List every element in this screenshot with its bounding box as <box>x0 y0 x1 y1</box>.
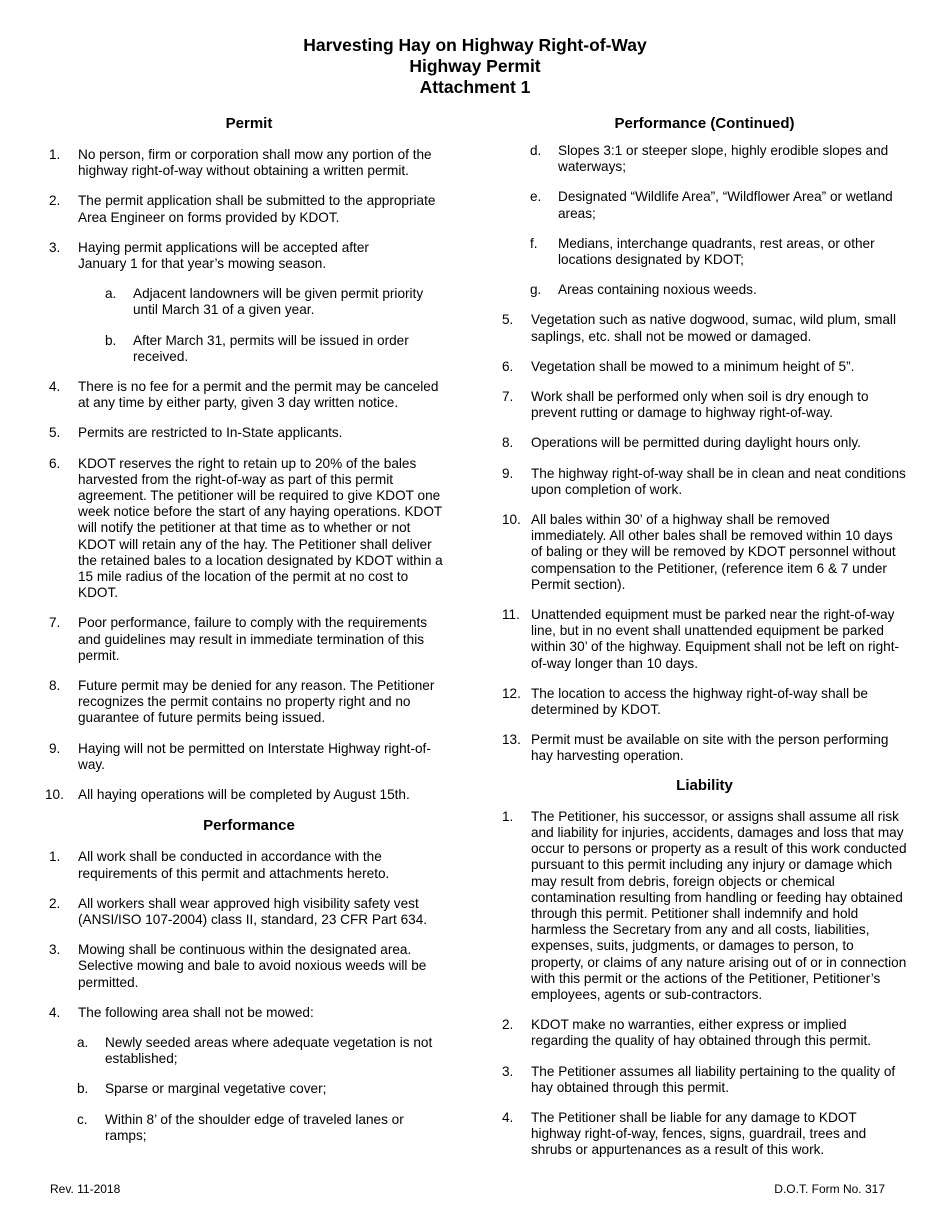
item-text: All haying operations will be completed by August 15th. <box>78 787 410 803</box>
section-heading-liability: Liability <box>676 776 733 794</box>
item-text: The Petitioner assumes all liability pertaining to the quality of hay obtained through this permit. <box>531 1063 896 1095</box>
item-text: Permit must be available on site with the person performing hay harvesting operation. <box>531 732 889 764</box>
performance-subitem <box>530 189 907 221</box>
item-number: 10. <box>502 512 521 528</box>
item-number: 4. <box>49 379 61 395</box>
item-number: 1. <box>49 147 61 162</box>
document-title <box>0 35 950 98</box>
item-number: 2. <box>49 193 61 209</box>
performance-item <box>502 732 907 764</box>
item-text: Vegetation such as native dogwood, sumac, wild plum, small saplings, etc. shall not be mowed or damaged. <box>531 312 896 344</box>
item-letter: e. <box>530 189 542 205</box>
item-text: Future permit may be denied for any reason. The Petitioner recognizes the permit contains no property right and no guarantee of future permits being issued. <box>78 678 435 726</box>
item-text: There is no fee for a permit and the permit may be canceled at any time by either party, given 3 day written notice. <box>78 379 439 411</box>
form-number-label: D.O.T. Form No. 317 <box>774 1182 885 1196</box>
item-number: 5. <box>502 312 514 328</box>
item-number: 3. <box>49 239 61 255</box>
performance-item <box>502 435 907 451</box>
item-number: 8. <box>502 435 514 451</box>
item-number: 7. <box>502 389 514 405</box>
item-number: 12. <box>502 685 521 701</box>
item-number: 4. <box>49 1004 61 1020</box>
item-number: 7. <box>49 615 61 631</box>
performance-item <box>502 312 907 344</box>
permit-subitem <box>105 286 449 318</box>
item-text: The following area shall not be mowed: <box>78 1004 314 1020</box>
title-line-1: Harvesting Hay on Highway Right-of-Way <box>303 35 647 55</box>
item-letter: g. <box>530 282 542 298</box>
item-number: 3. <box>502 1063 514 1079</box>
section-heading-performance: Performance <box>203 817 295 835</box>
permit-subitem <box>105 333 449 365</box>
performance-subitem <box>77 1112 449 1144</box>
liability-item <box>502 1110 907 1159</box>
performance-subitem <box>530 143 907 175</box>
item-text: Haying permit applications will be accepted after January 1 for that year’s mowing season. <box>78 239 369 272</box>
permit-item <box>49 147 449 179</box>
item-text: Operations will be permitted during daylight hours only. <box>531 435 861 451</box>
item-number: 2. <box>49 895 61 911</box>
permit-item <box>49 678 449 727</box>
permit-item <box>49 425 449 441</box>
item-number: 13. <box>502 732 521 748</box>
liability-item <box>502 809 907 1003</box>
performance-item <box>49 942 449 991</box>
permit-item <box>49 456 449 602</box>
performance-item <box>49 896 449 928</box>
item-letter: b. <box>77 1081 89 1097</box>
performance-subitem <box>530 282 907 298</box>
item-number: 10. <box>45 787 64 803</box>
item-text: The Petitioner shall be liable for any damage to KDOT highway right-of-way, fences, signs, guardrail, trees and shrubs or appurtenances as a result of this work. <box>531 1109 867 1158</box>
item-text: After March 31, permits will be issued in order received. <box>133 332 409 364</box>
performance-subitem <box>77 1035 449 1067</box>
item-text: Unattended equipment must be parked near the right-of-way line, but in no event shall unattended equipment be parked within 30’ of the highway. Equipment shall not be left on right-of-way longer than 10 days. <box>531 607 899 671</box>
item-text: All work shall be conducted in accordance with the requirements of this permit and attachments hereto. <box>78 849 390 881</box>
item-number: 6. <box>502 358 514 374</box>
item-text: Poor performance, failure to comply with the requirements and guidelines may result in immediate termination of this permit. <box>78 615 428 663</box>
item-text: Slopes 3:1 or steeper slope, highly erodible slopes and waterways; <box>558 143 889 175</box>
item-text: Medians, interchange quadrants, rest areas, or other locations designated by KDOT; <box>558 235 875 268</box>
performance-item <box>502 359 907 375</box>
item-text: The Petitioner, his successor, or assigns shall assume all risk and liability for injuries, accidents, damages and loss that may occur to persons or property as a result of this work conducted pursuant to this permit including any injury or damage which may result from debris, foreign objects or chemical contamination resulting from handling or feeding hay obtained through this permit. Petitioner shall indemnify and hold harmless the Secretary from any and all costs, liabilities, expenses, suits, judgments, or damages to person, to property, or claims of any nature arising out of or in connection with this permit or the actions of the Petitioner, Petitioner’s employees, agents or sub-contractors. <box>531 808 907 1002</box>
liability-item <box>502 1017 907 1049</box>
item-number: 9. <box>502 465 514 481</box>
title-line-3: Attachment 1 <box>419 77 531 97</box>
performance-item <box>502 389 907 421</box>
item-text: Permits are restricted to In-State applicants. <box>78 425 343 441</box>
title-line-2: Highway Permit <box>409 56 541 76</box>
performance-item <box>502 607 907 672</box>
item-text: Vegetation shall be mowed to a minimum height of 5”. <box>531 358 855 374</box>
liability-item <box>502 1064 907 1096</box>
item-number: 5. <box>49 425 61 441</box>
performance-item <box>49 849 449 881</box>
permit-item <box>49 379 449 411</box>
performance-subitem <box>77 1081 449 1097</box>
item-text: Newly seeded areas where adequate vegetation is not established; <box>105 1034 433 1067</box>
permit-item <box>49 741 449 773</box>
item-letter: c. <box>77 1111 88 1127</box>
item-letter: a. <box>77 1034 89 1050</box>
item-text: KDOT reserves the right to retain up to 20% of the bales harvested from the right-of-way as part of this permit agreement. The petitioner will be required to give KDOT one week notice before the start of any haying operations. KDOT will notify the petitioner at that time as to whether or not KDOT will retain any of the hay. The Petitioner shall deliver the retained bales to a location designated by KDOT within a 15 mile radius of the location of the permit at no cost to KDOT. <box>78 455 443 601</box>
item-number: 8. <box>49 678 61 694</box>
item-text: All bales within 30’ of a highway shall be removed immediately. All other bales shall be removed within 10 days of baling or they will be removed by KDOT personnel without compensation to the Petitioner, (reference item 6 & 7 under Permit section). <box>531 512 896 592</box>
item-number: 4. <box>502 1109 514 1125</box>
performance-subitem <box>530 236 907 268</box>
permit-item <box>49 240 389 272</box>
item-text: No person, firm or corporation shall mow any portion of the highway right-of-way without obtaining a written permit. <box>78 147 432 179</box>
performance-item <box>49 1005 449 1021</box>
item-text: The permit application shall be submitted to the appropriate Area Engineer on forms provided by KDOT. <box>78 193 436 225</box>
item-number: 1. <box>49 849 61 865</box>
performance-item <box>502 686 907 718</box>
item-letter: a. <box>105 286 117 302</box>
item-text: The location to access the highway right-of-way shall be determined by KDOT. <box>531 685 868 718</box>
item-letter: b. <box>105 332 117 348</box>
permit-item <box>49 193 449 225</box>
item-text: Work shall be performed only when soil is dry enough to prevent rutting or damage to highway right-of-way. <box>531 389 869 421</box>
permit-item <box>45 787 449 803</box>
item-text: All workers shall wear approved high visibility safety vest (ANSI/ISO 107-2004) class II, standard, 23 CFR Part 634. <box>78 895 428 927</box>
item-text: KDOT make no warranties, either express or implied regarding the quality of hay obtained through this permit. <box>531 1017 872 1049</box>
left-column <box>45 115 449 1158</box>
item-number: 6. <box>49 455 61 471</box>
item-number: 1. <box>502 808 514 824</box>
item-text: Haying will not be permitted on Interstate Highway right-of-way. <box>78 740 431 772</box>
revision-label: Rev. 11-2018 <box>50 1182 121 1196</box>
section-heading-performance-continued: Performance (Continued) <box>614 115 795 132</box>
permit-item <box>49 615 449 664</box>
item-text: Areas containing noxious weeds. <box>558 282 757 298</box>
item-text: Within 8’ of the shoulder edge of traveled lanes or ramps; <box>105 1111 404 1143</box>
right-column <box>502 115 907 1173</box>
item-text: The highway right-of-way shall be in clean and neat conditions upon completion of work. <box>531 465 906 497</box>
item-number: 11. <box>502 607 520 623</box>
item-number: 9. <box>49 740 61 756</box>
item-text: Sparse or marginal vegetative cover; <box>105 1081 327 1097</box>
item-number: 2. <box>502 1017 514 1033</box>
item-letter: f. <box>530 235 538 251</box>
performance-item <box>502 466 907 498</box>
performance-item <box>502 512 907 593</box>
section-heading-permit: Permit <box>225 115 273 132</box>
item-text: Designated “Wildlife Area”, “Wildflower Area” or wetland areas; <box>558 189 893 221</box>
item-letter: d. <box>530 143 542 158</box>
item-text: Mowing shall be continuous within the designated area. Selective mowing and bale to avoid noxious weeds will be permitted. <box>78 942 427 990</box>
item-text: Adjacent landowners will be given permit priority until March 31 of a given year. <box>133 286 424 318</box>
item-number: 3. <box>49 942 61 958</box>
